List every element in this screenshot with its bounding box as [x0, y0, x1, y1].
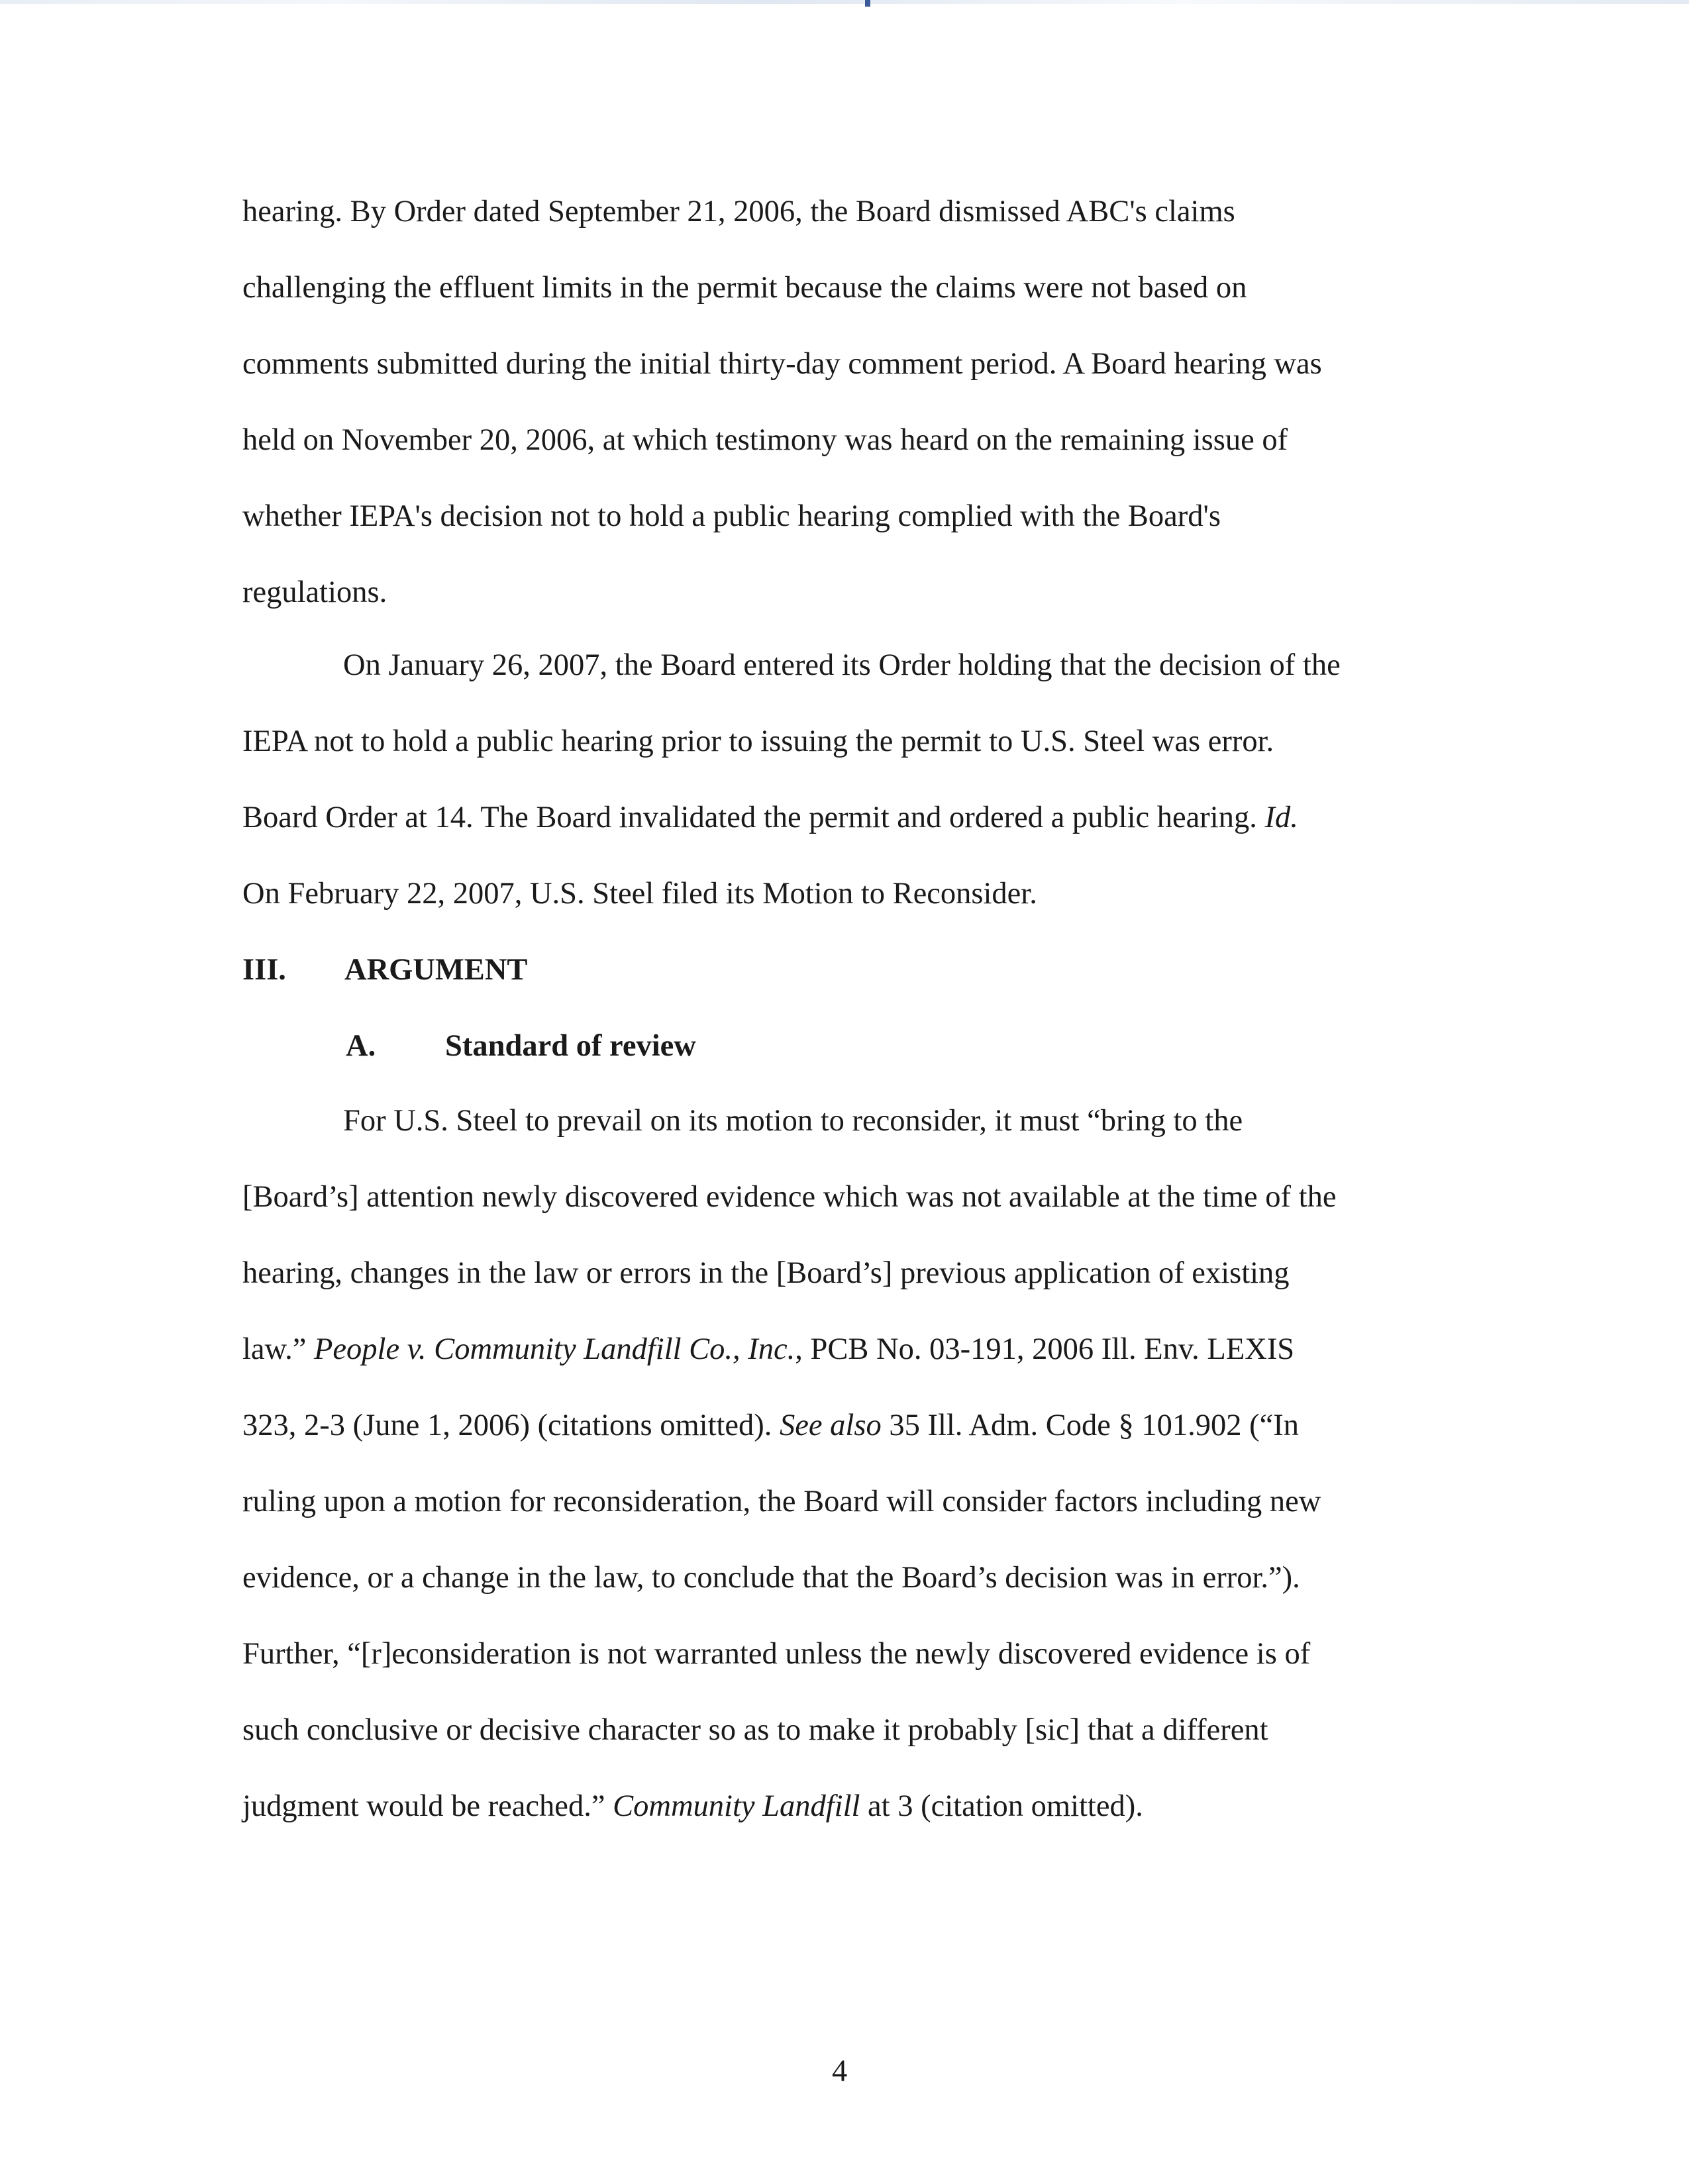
- paragraph-1-line-4: held on November 20, 2006, at which testimony was heard on the remaining issue of: [242, 423, 1288, 457]
- see-also-signal: See also: [780, 1409, 882, 1442]
- subsection-letter: A.: [346, 1029, 376, 1063]
- paragraph-2-line-2: IEPA not to hold a public hearing prior to issuing the permit to U.S. Steel was error.: [242, 724, 1274, 758]
- paragraph-3-line-4: [242, 1330, 1294, 1369]
- paragraph-1-line-2: challenging the effluent limits in the permit because the claims were not based on: [242, 271, 1247, 305]
- case-citation: People v. Community Landfill Co., Inc.: [314, 1332, 795, 1366]
- paragraph-3-line-8: Further, “[r]econsideration is not warranted unless the newly discovered evidence is of: [242, 1637, 1311, 1671]
- paragraph-1-line-1: hearing. By Order dated September 21, 2006, the Board dismissed ABC's claims: [242, 195, 1235, 228]
- paragraph-3-line-1: For U.S. Steel to prevail on its motion to reconsider, it must “bring to the: [343, 1104, 1243, 1138]
- subsection-title: Standard of review: [445, 1029, 696, 1063]
- scan-mark-artifact: [865, 0, 870, 7]
- short-citation: Community Landfill: [613, 1789, 860, 1823]
- paragraph-3-line-7: evidence, or a change in the law, to conclude that the Board’s decision was in error.”).: [242, 1561, 1300, 1595]
- id-citation: Id.: [1264, 801, 1298, 834]
- paragraph-3-line-2: [Board’s] attention newly discovered evidence which was not available at the time of the: [242, 1180, 1337, 1214]
- paragraph-1-line-5: whether IEPA's decision not to hold a public hearing complied with the Board's: [242, 499, 1221, 533]
- section-number: III.: [242, 953, 286, 987]
- paragraph-3-line-9: such conclusive or decisive character so as to make it probably [sic] that a different: [242, 1713, 1268, 1747]
- paragraph-3-line-5-b: 35 Ill. Adm. Code § 101.902 (“In: [889, 1409, 1299, 1442]
- paragraph-3-line-10: [242, 1787, 1143, 1826]
- paragraph-3-line-5: [242, 1406, 1299, 1446]
- paragraph-1-line-3: comments submitted during the initial thirty-day comment period. A Board hearing was: [242, 347, 1322, 381]
- paragraph-1-line-6: regulations.: [242, 575, 387, 609]
- paragraph-2-line-3-text: Board Order at 14. The Board invalidated the permit and ordered a public hearing.: [242, 801, 1257, 834]
- section-title: ARGUMENT: [344, 953, 528, 987]
- scan-edge-artifact: [0, 0, 1689, 4]
- paragraph-3-line-10-a: judgment would be reached.”: [242, 1789, 605, 1823]
- paragraph-3-line-4-b: , PCB No. 03-191, 2006 Ill. Env. LEXIS: [795, 1332, 1295, 1366]
- paragraph-2-line-3: [242, 798, 1298, 838]
- paragraph-3-line-4-a: law.”: [242, 1332, 307, 1366]
- paragraph-3-line-6: ruling upon a motion for reconsideration, the Board will consider factors including new: [242, 1485, 1321, 1518]
- paragraph-3-line-3: hearing, changes in the law or errors in the [Board’s] previous application of existing: [242, 1256, 1290, 1290]
- paragraph-2-line-4: On February 22, 2007, U.S. Steel filed its Motion to Reconsider.: [242, 877, 1037, 911]
- paragraph-3-line-10-b: at 3 (citation omitted).: [868, 1789, 1143, 1823]
- paragraph-3-line-5-a: 323, 2-3 (June 1, 2006) (citations omitted).: [242, 1409, 772, 1442]
- page-number: 4: [832, 2054, 848, 2088]
- paragraph-2-line-1: On January 26, 2007, the Board entered its Order holding that the decision of the: [343, 648, 1341, 682]
